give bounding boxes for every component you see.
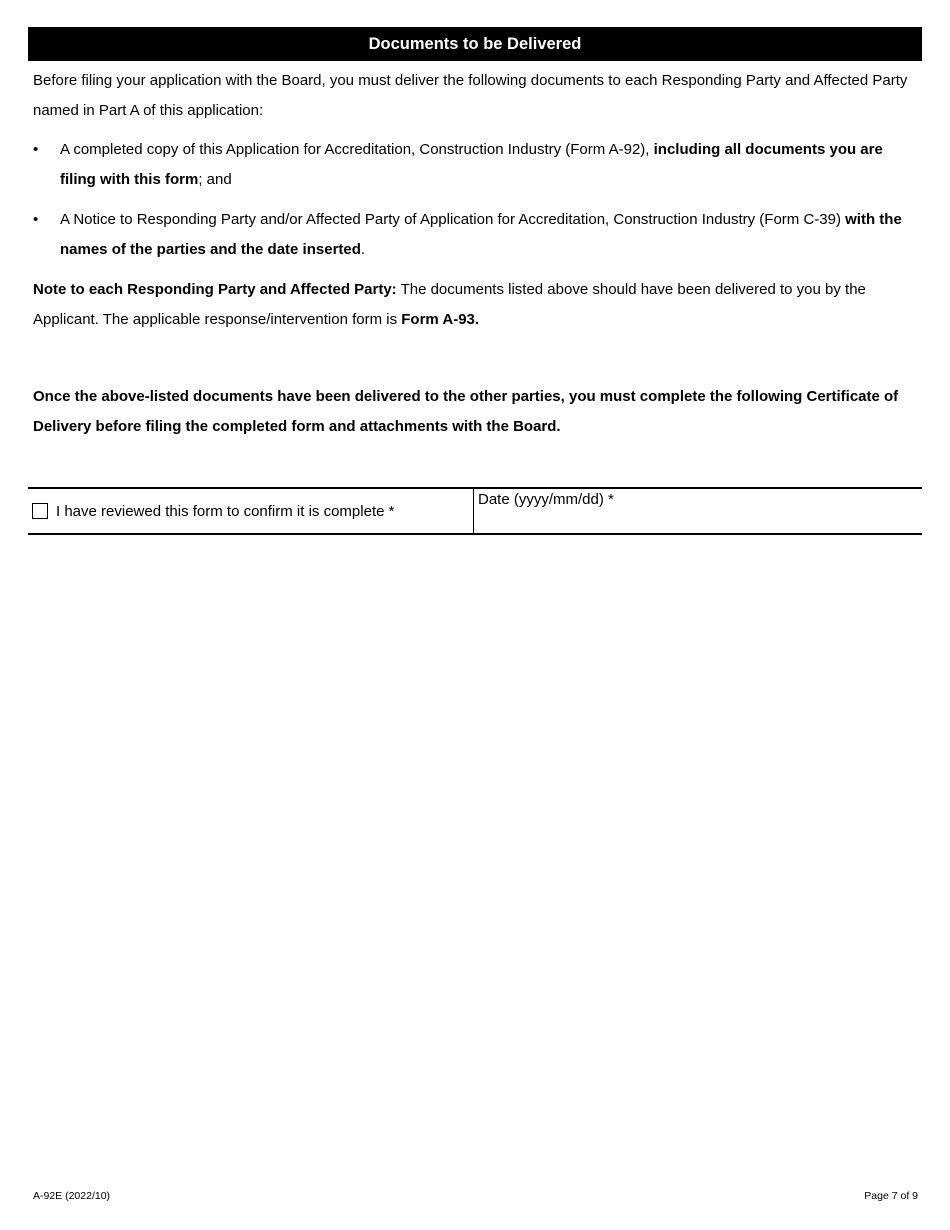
list-item (33, 135, 919, 194)
review-checkbox[interactable] (32, 503, 48, 519)
note-label: Note to each Responding Party and Affected Party: (33, 281, 397, 298)
date-cell (474, 489, 922, 533)
main-content (33, 66, 919, 441)
section-title: Documents to be Delivered (368, 34, 582, 53)
bullet-marker: • (33, 141, 39, 158)
page-number: Page 7 of 9 (864, 1190, 918, 1202)
bullet-text-end: ; and (198, 170, 232, 188)
note-paragraph (33, 275, 919, 334)
instruction-paragraph: Once the above-listed documents have been delivered to the other parties, you must complete the following Certificate of Delivery before filing the completed form and attachments with the Board. (33, 388, 899, 435)
bullet-marker: • (33, 211, 39, 228)
bullet-bold-text: with the names of the parties and the date inserted (60, 211, 902, 258)
section-header (28, 27, 922, 61)
bullet-text: A Notice to Responding Party and/or Affected Party of Application for Accreditation, Construction Industry (Form C-39) (60, 211, 846, 228)
review-confirmation-cell (28, 489, 474, 533)
bullet-text: A completed copy of this Application for Accreditation, Construction Industry (Form A-92), (60, 141, 654, 158)
bullet-bold-text: including all documents you are filing with this form (60, 141, 883, 188)
form-code: A-92E (2022/10) (33, 1190, 111, 1202)
intro-paragraph: Before filing your application with the Board, you must deliver the following documents to each Responding Party and Affected Party named in Part A of this application: (33, 72, 908, 119)
date-label: Date (yyyy/mm/dd) * (478, 491, 614, 508)
list-item (33, 205, 919, 264)
note-text: The documents listed above should have been delivered to you by the Applicant. The applicable response/intervention form is (33, 281, 866, 328)
bullet-text-end: . (360, 240, 366, 258)
date-field[interactable] (604, 493, 916, 529)
certification-row (28, 487, 922, 535)
note-form-ref: Form A-93. (401, 310, 480, 328)
review-checkbox-label: I have reviewed this form to confirm it is complete * (56, 502, 395, 520)
